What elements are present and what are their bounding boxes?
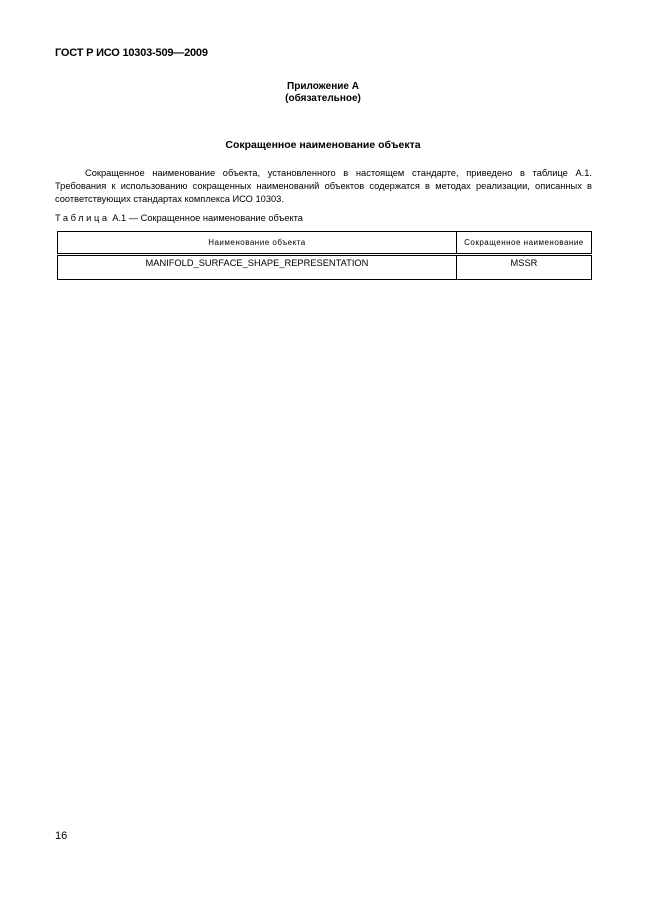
column-header-short-name: Сокращенное наименование: [456, 232, 591, 255]
standard-id-header: ГОСТ Р ИСО 10303-509—2009: [55, 47, 208, 59]
object-table: [57, 231, 592, 280]
table-cell-object-name: MANIFOLD_SURFACE_SHAPE_REPRESENTATION: [58, 255, 457, 280]
table-caption-word: Таблица: [55, 213, 110, 223]
table-header-row: [58, 232, 592, 255]
table-row: [58, 255, 592, 280]
table-cell-short-name: MSSR: [456, 255, 591, 280]
annex-heading: [0, 81, 646, 105]
section-title: Сокращенное наименование объекта: [225, 139, 421, 151]
page-number: 16: [55, 830, 68, 842]
table-caption-rest: А.1 — Сокращенное наименование объекта: [112, 213, 303, 223]
column-header-object-name: Наименование объекта: [58, 232, 457, 255]
annex-title: Приложение А: [287, 81, 359, 92]
body-paragraph: Сокращенное наименование объекта, установленного в настоящем стандарте, приведено в таблице А.1. Требования к использованию сокращенных наименований объектов содержатся в методах реализации, описанных в соответствующих стандартах комплекса ИСО 10303.: [55, 168, 592, 205]
table-caption: [55, 213, 303, 223]
annex-status: (обязательное): [285, 93, 361, 104]
